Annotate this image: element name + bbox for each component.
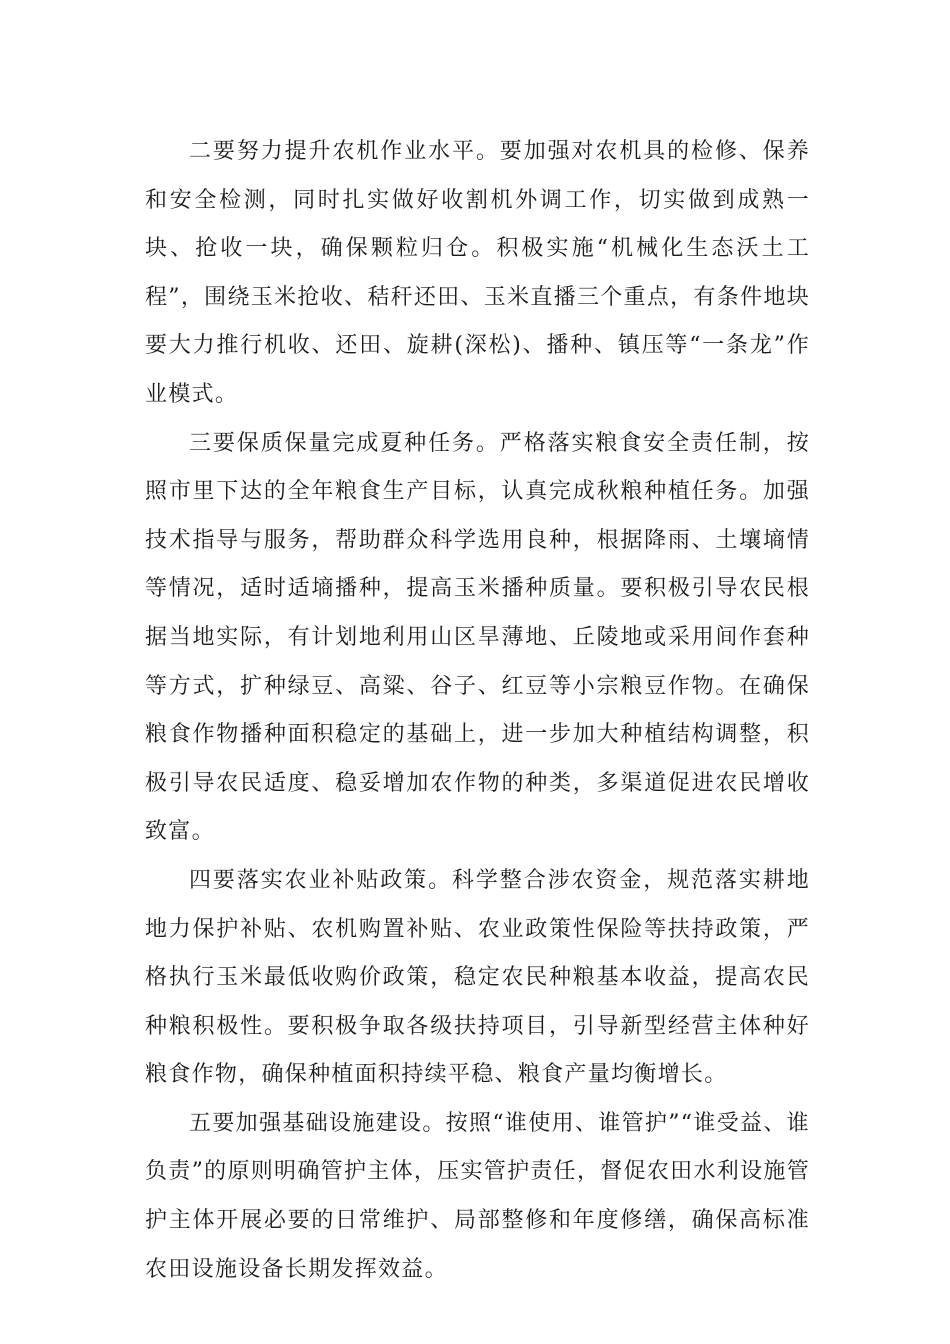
document-body (145, 128, 810, 1294)
paragraph-infrastructure: 五要加强基础设施建设。按照“谁使用、谁管护”“谁受益、谁负责”的原则明确管护主体，压实管护责任，督促农田水利设施管护主体开展必要的日常维护、局部整修和年度修缮，确保高标准农田设施设备长期发挥效益。 (145, 1110, 810, 1282)
paragraph-subsidy-policy: 四要落实农业补贴政策。科学整合涉农资金，规范落实耕地地力保护补贴、农机购置补贴、农业政策性保险等扶持政策，严格执行玉米最低收购价政策，稳定农民种粮基本收益，提高农民种粮积极性。要积极争取各级扶持项目，引导新型经营主体种好粮食作物，确保种植面积持续平稳、粮食产量均衡增长。 (145, 867, 810, 1088)
paragraph-mechanization: 二要努力提升农机作业水平。要加强对农机具的检修、保养和安全检测，同时扎实做好收割机外调工作，切实做到成熟一块、抢收一块，确保颗粒归仓。积极实施“机械化生态沃土工程”，围绕玉米抢收、秸秆还田、玉米直播三个重点，有条件地块要大力推行机收、还田、旋耕(深松)、播种、镇压等“一条龙”作业模式。 (145, 139, 810, 407)
paragraph-summer-planting: 三要保质保量完成夏种任务。严格落实粮食安全责任制，按照市里下达的全年粮食生产目标，认真完成秋粮种植任务。加强技术指导与服务，帮助群众科学选用良种，根据降雨、土壤墒情等情况，适时适墒播种，提高玉米播种质量。要积极引导农民根据当地实际，有计划地利用山区旱薄地、丘陵地或采用间作套种等方式，扩种绿豆、高粱、谷子、红豆等小宗粮豆作物。在确保粮食作物播种面积稳定的基础上，进一步加大种植结构调整，积极引导农民适度、稳妥增加农作物的种类，多渠道促进农民增收致富。 (145, 430, 810, 845)
